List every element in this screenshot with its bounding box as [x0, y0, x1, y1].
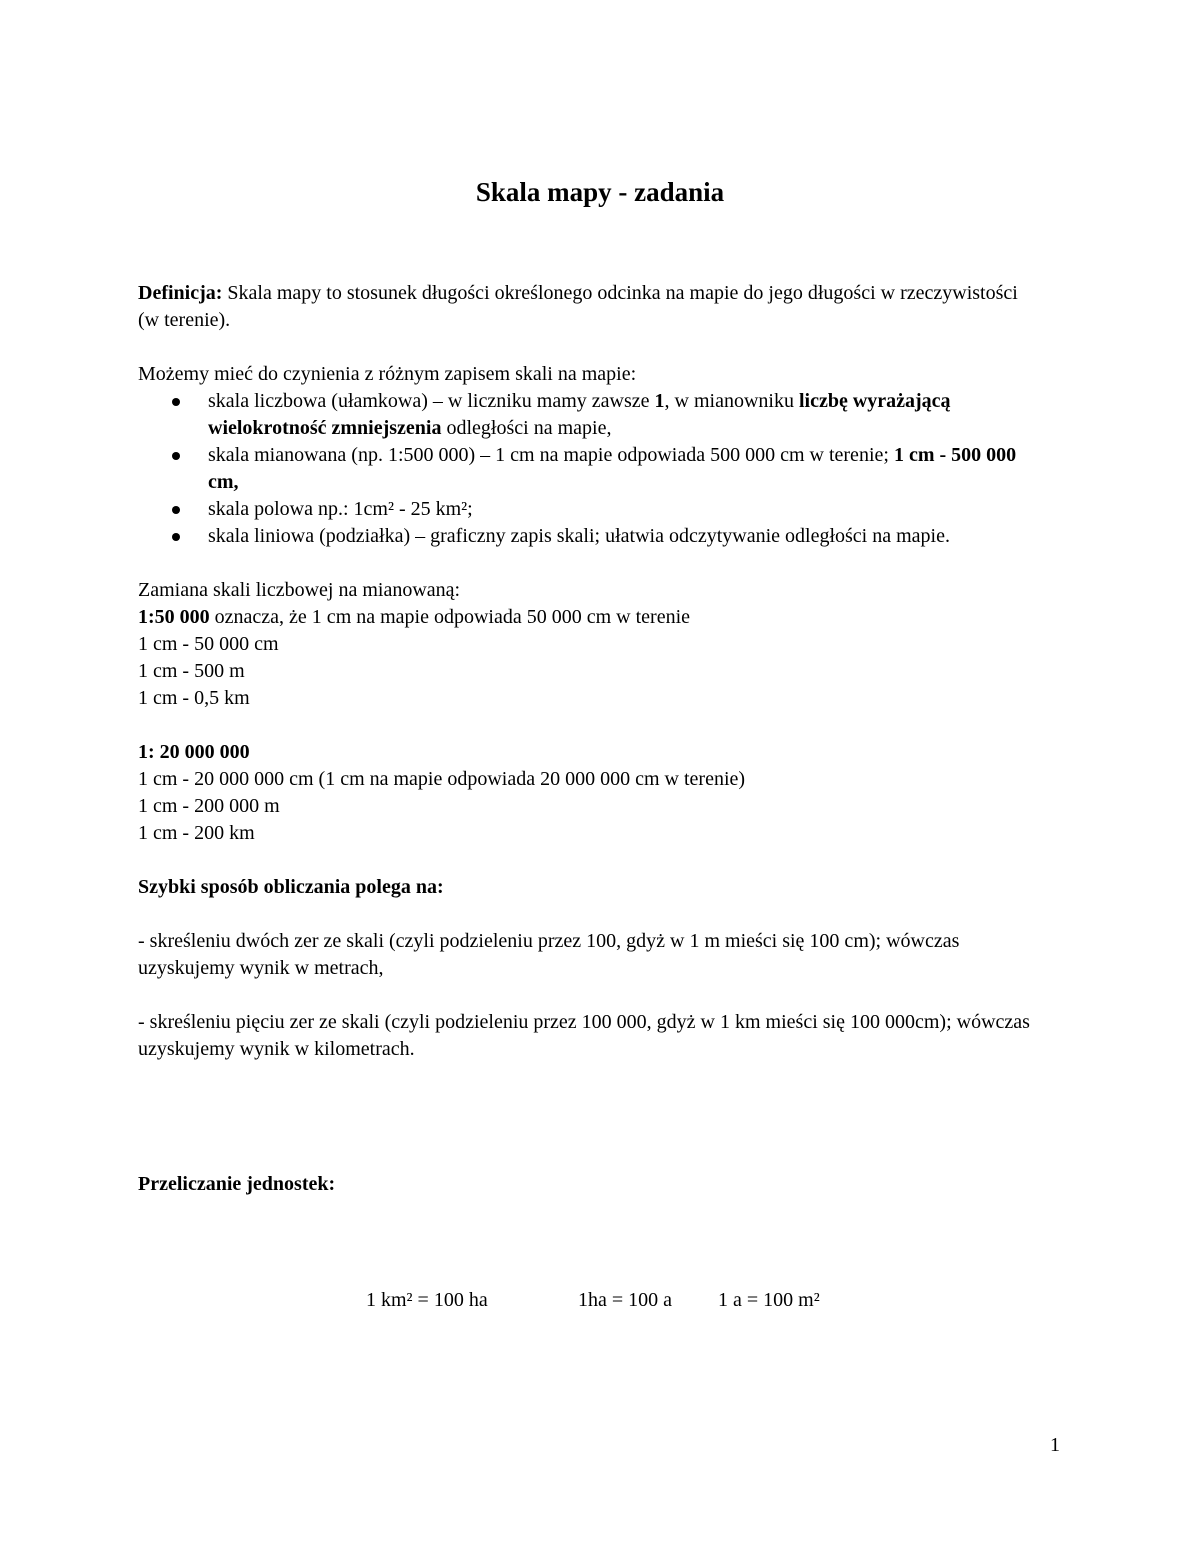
definition-text: Skala mapy to stosunek długości określonego odcinka na mapie do jego długości w rzeczywistości (w terenie).: [138, 282, 1018, 331]
units-heading: Przeliczanie jednostek:: [138, 1173, 336, 1195]
formula-ha-a: 1ha = 100 a: [578, 1289, 673, 1311]
bullet-icon: [172, 398, 180, 406]
conversion-example-1: 1:50 000 oznacza, że 1 cm na mapie odpowiada 50 000 cm w terenie: [138, 606, 691, 628]
conversion-line: 1 cm - 20 000 000 cm (1 cm na mapie odpowiada 20 000 000 cm w terenie): [138, 768, 746, 790]
quick-method-paragraph: - skreśleniu pięciu zer ze skali (czyli podzieleniu przez 100 000, gdyż w 1 km mieści się 100 000cm); wówczas uzyskujemy wynik w kilometrach.: [138, 1011, 1030, 1060]
definition-label: Definicja:: [138, 282, 223, 304]
definition-paragraph: [138, 280, 1038, 334]
bullet-icon: [172, 452, 180, 460]
conversion-line: 1 cm - 50 000 cm: [138, 633, 279, 655]
conversion-line: 1 cm - 200 000 m: [138, 795, 280, 817]
quick-method-paragraph: - skreśleniu dwóch zer ze skali (czyli podzieleniu przez 100, gdyż w 1 m mieści się 100 cm); wówczas uzyskujemy wynik w metrach,: [138, 930, 960, 979]
document-body: [138, 280, 1038, 1198]
bullet-icon: [172, 533, 180, 541]
page-number: 1: [1050, 1434, 1060, 1456]
scale-types-list: [138, 388, 1038, 550]
list-item: skala liniowa (podziałka) – graficzny zapis skali; ułatwia odczytywanie odległości na mapie.: [208, 523, 1038, 550]
formula-km-ha: 1 km² = 100 ha: [366, 1289, 488, 1311]
conversion-line: 1 cm - 500 m: [138, 660, 245, 682]
list-item: skala liczbowa (ułamkowa) – w liczniku mamy zawsze 1, w mianowniku liczbę wyrażającą wielokrotność zmniejszenia odległości na mapie,: [208, 388, 1038, 442]
formula-a-m: 1 a = 100 m²: [718, 1289, 820, 1311]
conversion-line: 1 cm - 200 km: [138, 822, 255, 844]
unit-formulas: [0, 1287, 1200, 1317]
conversion-heading: Zamiana skali liczbowej na mianowaną:: [138, 579, 461, 601]
list-item: skala polowa np.: 1cm² - 25 km²;: [208, 496, 1038, 523]
page-title: Skala mapy - zadania: [475, 177, 725, 207]
bullet-icon: [172, 506, 180, 514]
intro-text: Możemy mieć do czynienia z różnym zapisem skali na mapie:: [138, 363, 637, 385]
conversion-line: 1 cm - 0,5 km: [138, 687, 250, 709]
quick-method-heading: Szybki sposób obliczania polega na:: [138, 876, 444, 898]
conversion-example-2: 1: 20 000 000: [138, 741, 250, 763]
list-item: skala mianowana (np. 1:500 000) – 1 cm na mapie odpowiada 500 000 cm w terenie; 1 cm - 500 000 cm,: [208, 442, 1038, 496]
